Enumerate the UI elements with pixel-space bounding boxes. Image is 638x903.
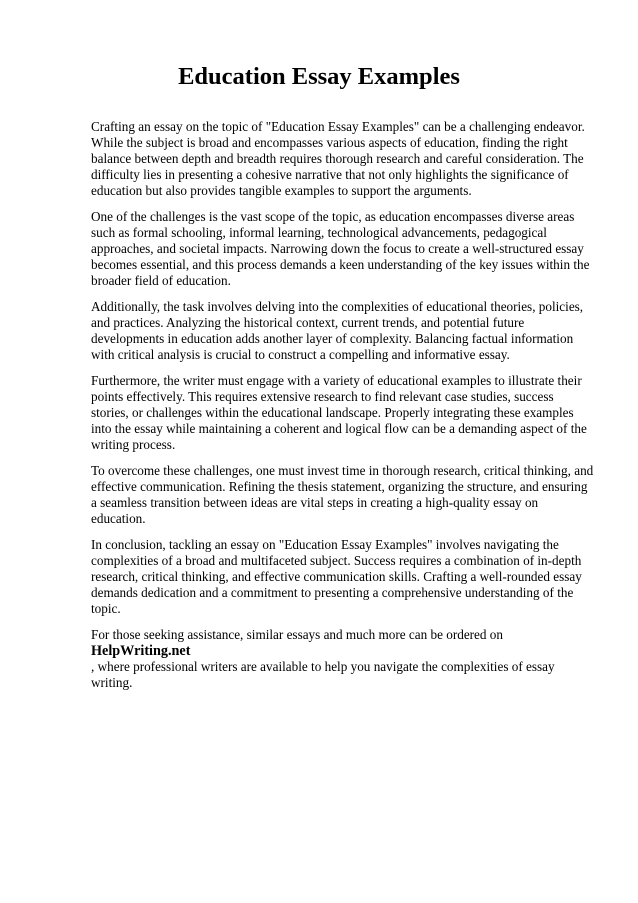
paragraph-overcome: To overcome these challenges, one must invest time in thorough research, critical thinking, and effective communication. Refining the thesis statement, organizing the structure, and ensuring a seamless transition between ideas are vital steps in creating a high-quality essay on education.: [91, 463, 594, 526]
paragraph-scope: One of the challenges is the vast scope of the topic, as education encompasses diverse areas such as formal schooling, informal learning, technological advancements, pedagogical approaches, and societal impacts. Narrowing down the focus to create a well-structured essay becomes essential, and this process demands a keen understanding of the key issues within the broader field of education.: [91, 209, 590, 288]
paragraph-intro: Crafting an essay on the topic of "Education Essay Examples" can be a challenging endeavor. While the subject is broad and encompasses various aspects of education, finding the right balance between depth and breadth requires thorough research and careful consideration. The difficulty lies in presenting a cohesive narrative that not only highlights the significance of education but also provides tangible examples to support the arguments.: [91, 119, 585, 198]
document-title: Education Essay Examples: [178, 63, 460, 90]
document-body: [91, 119, 594, 701]
paragraph-complexities: Additionally, the task involves delving into the complexities of educational theories, policies, and practices. Analyzing the historical context, current trends, and potential future developments in education adds another layer of complexity. Balancing factual information with critical analysis is crucial to construct a compelling and informative essay.: [91, 299, 584, 362]
paragraph-conclusion: In conclusion, tackling an essay on "Education Essay Examples" involves navigating the complexities of a broad and multifaceted subject. Success requires a combination of in-depth research, critical thinking, and effective communication skills. Crafting a well-rounded essay demands dedication and a commitment to presenting a comprehensive understanding of the topic.: [91, 537, 582, 616]
paragraph-examples: Furthermore, the writer must engage with a variety of educational examples to illustrate their points effectively. This requires extensive research to find relevant case studies, success stories, or challenges within the educational landscape. Properly integrating these examples into the essay while maintaining a coherent and logical flow can be a demanding aspect of the writing process.: [91, 373, 587, 452]
closing-text-after: , where professional writers are available to help you navigate the complexities of essay writing.: [91, 659, 555, 690]
helpwriting-link[interactable]: HelpWriting.net: [91, 643, 191, 659]
paragraph-closing: [91, 627, 594, 691]
closing-text-before: For those seeking assistance, similar essays and much more can be ordered on: [91, 627, 503, 642]
